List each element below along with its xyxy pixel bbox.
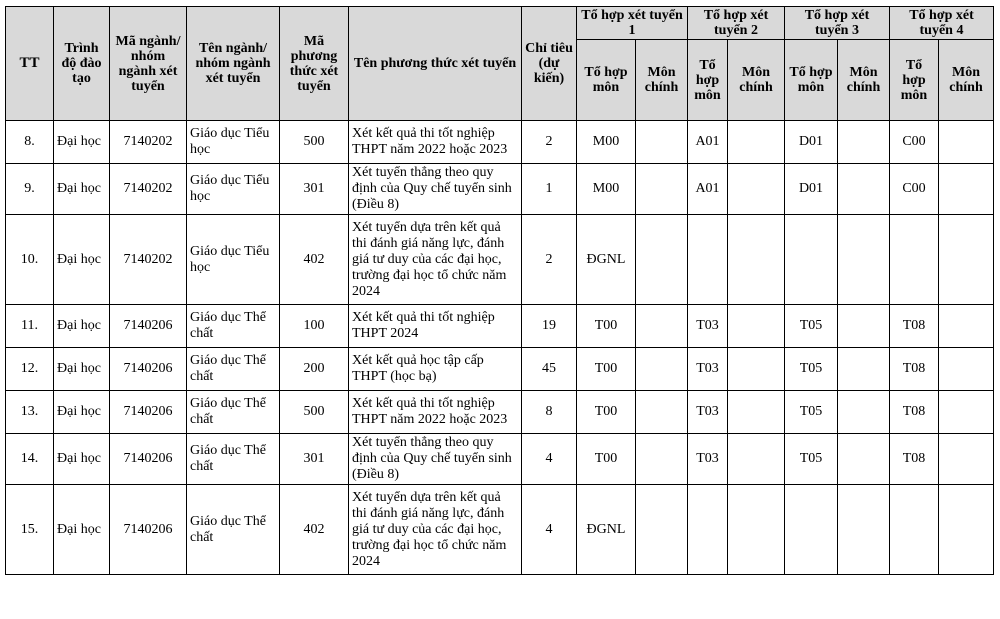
cell-ma-pt: 402 [280, 215, 349, 305]
cell-trinh-do: Đại học [54, 391, 110, 434]
cell-mon-chinh-1 [636, 348, 688, 391]
cell-mon-chinh-2 [728, 348, 785, 391]
table-row [6, 121, 994, 164]
cell-to-hop-2: T03 [688, 305, 728, 348]
header-ten-nganh: Tên ngành/ nhóm ngành xét tuyển [187, 7, 280, 121]
cell-mon-chinh-3 [838, 348, 890, 391]
cell-mon-chinh-1 [636, 485, 688, 575]
cell-mon-chinh-2 [728, 121, 785, 164]
header-mon-chinh-2: Môn chính [728, 40, 785, 121]
cell-to-hop-2: T03 [688, 391, 728, 434]
cell-trinh-do: Đại học [54, 121, 110, 164]
cell-mon-chinh-3 [838, 164, 890, 215]
cell-chi-tieu: 19 [522, 305, 577, 348]
cell-ten-pt: Xét tuyển dựa trên kết quả thi đánh giá năng lực, đánh giá tư duy của các đại học, trường đại học tổ chức năm 2024 [349, 485, 522, 575]
cell-ma-pt: 301 [280, 434, 349, 485]
cell-mon-chinh-1 [636, 164, 688, 215]
table-row [6, 215, 994, 305]
cell-to-hop-3 [785, 215, 838, 305]
cell-mon-chinh-4 [939, 121, 994, 164]
table-header [6, 7, 994, 121]
cell-mon-chinh-3 [838, 305, 890, 348]
cell-mon-chinh-1 [636, 305, 688, 348]
cell-ten-pt: Xét kết quả thi tốt nghiệp THPT 2024 [349, 305, 522, 348]
cell-mon-chinh-4 [939, 485, 994, 575]
cell-ma-pt: 500 [280, 391, 349, 434]
admission-table-container [5, 6, 993, 575]
cell-ten-nganh: Giáo dục Tiểu học [187, 164, 280, 215]
header-mon-chinh-1: Môn chính [636, 40, 688, 121]
cell-to-hop-4: C00 [890, 164, 939, 215]
cell-ma-nganh: 7140206 [110, 348, 187, 391]
cell-mon-chinh-1 [636, 391, 688, 434]
header-trinh-do: Trình độ đào tạo [54, 7, 110, 121]
cell-trinh-do: Đại học [54, 485, 110, 575]
header-to-hop-2: Tổ hợp xét tuyển 2 [688, 7, 785, 40]
cell-mon-chinh-2 [728, 485, 785, 575]
cell-to-hop-3 [785, 485, 838, 575]
cell-mon-chinh-4 [939, 305, 994, 348]
cell-ma-pt: 402 [280, 485, 349, 575]
cell-to-hop-4 [890, 485, 939, 575]
header-ma-phuong-thuc: Mã phương thức xét tuyển [280, 7, 349, 121]
header-tt: TT [6, 7, 54, 121]
header-to-hop-mon-2: Tổ hợp môn [688, 40, 728, 121]
cell-trinh-do: Đại học [54, 305, 110, 348]
table-row [6, 348, 994, 391]
cell-to-hop-2: T03 [688, 348, 728, 391]
cell-to-hop-4: T08 [890, 348, 939, 391]
cell-to-hop-4: T08 [890, 434, 939, 485]
header-to-hop-mon-4: Tổ hợp môn [890, 40, 939, 121]
cell-mon-chinh-1 [636, 121, 688, 164]
table-row [6, 164, 994, 215]
header-to-hop-1: Tổ hợp xét tuyển 1 [577, 7, 688, 40]
cell-to-hop-2: A01 [688, 164, 728, 215]
cell-to-hop-4: C00 [890, 121, 939, 164]
cell-to-hop-2 [688, 215, 728, 305]
cell-to-hop-4: T08 [890, 391, 939, 434]
cell-ten-nganh: Giáo dục Thể chất [187, 434, 280, 485]
cell-trinh-do: Đại học [54, 348, 110, 391]
cell-to-hop-3: D01 [785, 121, 838, 164]
header-to-hop-4: Tổ hợp xét tuyển 4 [890, 7, 994, 40]
header-to-hop-mon-1: Tổ hợp môn [577, 40, 636, 121]
table-row [6, 434, 994, 485]
cell-tt: 9. [6, 164, 54, 215]
cell-trinh-do: Đại học [54, 434, 110, 485]
cell-ten-pt: Xét tuyển thẳng theo quy định của Quy chế tuyển sinh (Điều 8) [349, 434, 522, 485]
cell-chi-tieu: 45 [522, 348, 577, 391]
cell-ma-nganh: 7140206 [110, 485, 187, 575]
cell-mon-chinh-3 [838, 121, 890, 164]
cell-mon-chinh-2 [728, 391, 785, 434]
cell-to-hop-1: M00 [577, 164, 636, 215]
cell-mon-chinh-2 [728, 305, 785, 348]
cell-mon-chinh-3 [838, 215, 890, 305]
cell-chi-tieu: 1 [522, 164, 577, 215]
cell-to-hop-1: ĐGNL [577, 485, 636, 575]
cell-to-hop-1: T00 [577, 391, 636, 434]
cell-ten-nganh: Giáo dục Tiểu học [187, 121, 280, 164]
cell-trinh-do: Đại học [54, 164, 110, 215]
cell-ten-nganh: Giáo dục Tiểu học [187, 215, 280, 305]
header-mon-chinh-4: Môn chính [939, 40, 994, 121]
cell-to-hop-3: T05 [785, 348, 838, 391]
cell-tt: 8. [6, 121, 54, 164]
cell-to-hop-3: D01 [785, 164, 838, 215]
cell-to-hop-4 [890, 215, 939, 305]
cell-ten-nganh: Giáo dục Thể chất [187, 391, 280, 434]
cell-mon-chinh-1 [636, 434, 688, 485]
cell-trinh-do: Đại học [54, 215, 110, 305]
cell-mon-chinh-4 [939, 434, 994, 485]
cell-ma-pt: 100 [280, 305, 349, 348]
cell-to-hop-1: M00 [577, 121, 636, 164]
cell-chi-tieu: 2 [522, 121, 577, 164]
cell-to-hop-3: T05 [785, 391, 838, 434]
cell-mon-chinh-2 [728, 215, 785, 305]
cell-chi-tieu: 4 [522, 485, 577, 575]
table-row [6, 391, 994, 434]
cell-ten-pt: Xét kết quả thi tốt nghiệp THPT năm 2022 hoặc 2023 [349, 121, 522, 164]
cell-tt: 15. [6, 485, 54, 575]
admission-table [5, 6, 994, 575]
cell-tt: 13. [6, 391, 54, 434]
header-ten-phuong-thuc: Tên phương thức xét tuyển [349, 7, 522, 121]
cell-ten-pt: Xét tuyển dựa trên kết quả thi đánh giá năng lực, đánh giá tư duy của các đại học, trường đại học tổ chức năm 2024 [349, 215, 522, 305]
cell-chi-tieu: 8 [522, 391, 577, 434]
cell-tt: 14. [6, 434, 54, 485]
cell-mon-chinh-3 [838, 434, 890, 485]
cell-mon-chinh-4 [939, 215, 994, 305]
cell-ma-nganh: 7140206 [110, 391, 187, 434]
cell-mon-chinh-2 [728, 164, 785, 215]
cell-to-hop-1: ĐGNL [577, 215, 636, 305]
header-ma-nganh: Mã ngành/ nhóm ngành xét tuyển [110, 7, 187, 121]
cell-tt: 11. [6, 305, 54, 348]
cell-to-hop-2: A01 [688, 121, 728, 164]
table-body [6, 121, 994, 575]
cell-ten-pt: Xét kết quả học tập cấp THPT (học bạ) [349, 348, 522, 391]
cell-ma-nganh: 7140202 [110, 164, 187, 215]
header-chi-tieu: Chỉ tiêu (dự kiến) [522, 7, 577, 121]
cell-ma-pt: 500 [280, 121, 349, 164]
cell-ma-pt: 200 [280, 348, 349, 391]
cell-to-hop-1: T00 [577, 434, 636, 485]
header-mon-chinh-3: Môn chính [838, 40, 890, 121]
cell-to-hop-1: T00 [577, 348, 636, 391]
cell-tt: 12. [6, 348, 54, 391]
cell-to-hop-2 [688, 485, 728, 575]
cell-to-hop-1: T00 [577, 305, 636, 348]
cell-mon-chinh-1 [636, 215, 688, 305]
cell-chi-tieu: 2 [522, 215, 577, 305]
cell-ma-nganh: 7140206 [110, 305, 187, 348]
cell-mon-chinh-4 [939, 348, 994, 391]
cell-ten-pt: Xét tuyển thẳng theo quy định của Quy chế tuyển sinh (Điều 8) [349, 164, 522, 215]
cell-mon-chinh-4 [939, 391, 994, 434]
cell-ten-nganh: Giáo dục Thể chất [187, 305, 280, 348]
cell-to-hop-4: T08 [890, 305, 939, 348]
header-to-hop-mon-3: Tổ hợp môn [785, 40, 838, 121]
cell-ten-nganh: Giáo dục Thể chất [187, 485, 280, 575]
table-row [6, 305, 994, 348]
cell-mon-chinh-3 [838, 391, 890, 434]
cell-to-hop-3: T05 [785, 434, 838, 485]
table-row [6, 485, 994, 575]
cell-tt: 10. [6, 215, 54, 305]
cell-to-hop-2: T03 [688, 434, 728, 485]
cell-ten-pt: Xét kết quả thi tốt nghiệp THPT năm 2022 hoặc 2023 [349, 391, 522, 434]
cell-ten-nganh: Giáo dục Thể chất [187, 348, 280, 391]
cell-ma-nganh: 7140202 [110, 215, 187, 305]
cell-chi-tieu: 4 [522, 434, 577, 485]
header-to-hop-3: Tổ hợp xét tuyển 3 [785, 7, 890, 40]
cell-to-hop-3: T05 [785, 305, 838, 348]
cell-ma-pt: 301 [280, 164, 349, 215]
cell-mon-chinh-4 [939, 164, 994, 215]
cell-mon-chinh-3 [838, 485, 890, 575]
cell-ma-nganh: 7140202 [110, 121, 187, 164]
cell-ma-nganh: 7140206 [110, 434, 187, 485]
cell-mon-chinh-2 [728, 434, 785, 485]
